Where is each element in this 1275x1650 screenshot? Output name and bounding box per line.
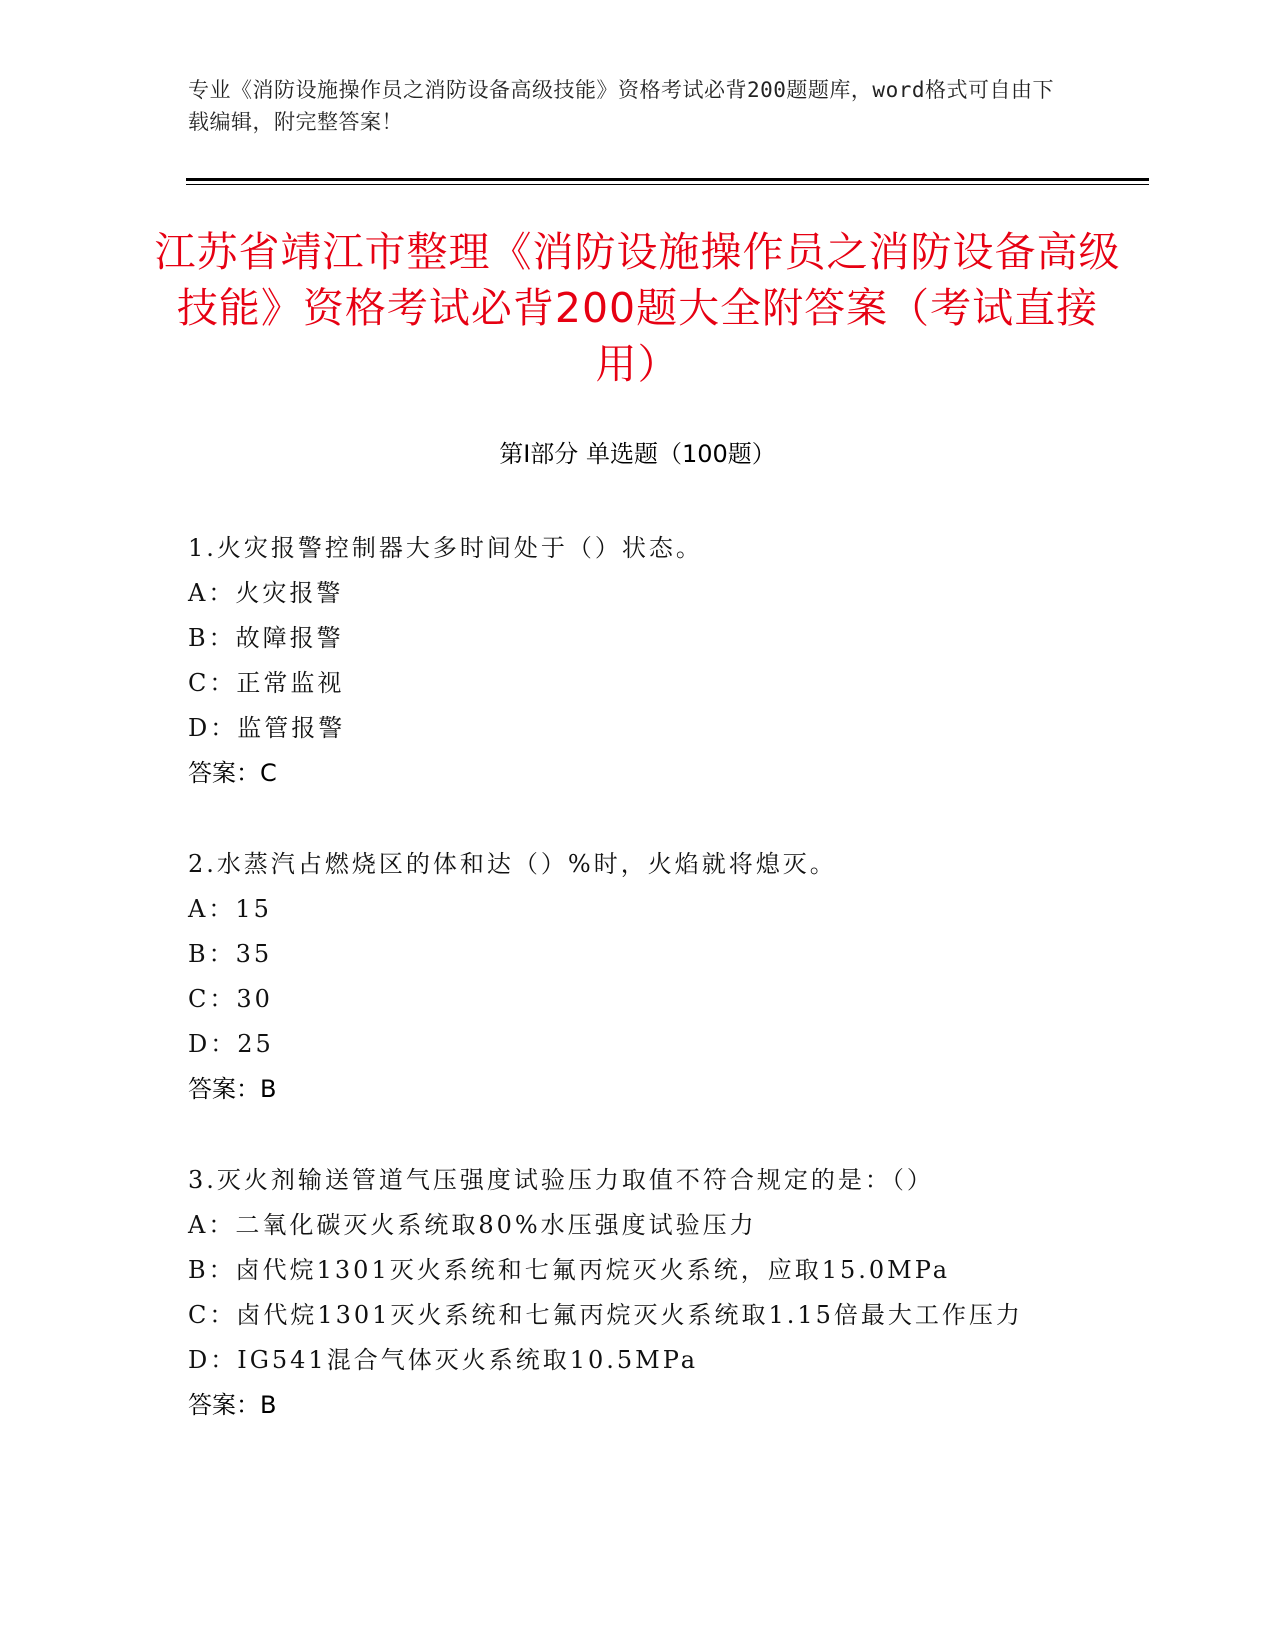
question-3 [188,1158,1188,1428]
question-stem: 1.火灾报警控制器大多时间处于（）状态。 [188,534,703,562]
answer: 答案：C [188,759,277,787]
option-d: D：25 [188,1030,274,1058]
option-b: B：35 [188,940,273,968]
section-heading: 第Ⅰ部分 单选题（100题） [499,440,776,468]
question-stem: 2.水蒸汽占燃烧区的体和达（）%时，火焰就将熄灭。 [188,850,837,878]
option-b: B：卤代烷1301灭火系统和七氟丙烷灭火系统，应取15.0MPa [188,1256,951,1284]
option-a: A：火灾报警 [188,579,344,607]
answer: 答案：B [188,1391,277,1419]
option-a: A：二氧化碳灭火系统取80%水压强度试验压力 [188,1211,757,1239]
option-d: D：监管报警 [188,714,346,742]
option-c: C：30 [188,985,273,1013]
question-list [188,526,1188,1474]
option-d: D：IG541混合气体灭火系统取10.5MPa [188,1346,699,1374]
option-c: C：卤代烷1301灭火系统和七氟丙烷灭火系统取1.15倍最大工作压力 [188,1301,1023,1329]
header-rule-thick [186,178,1149,181]
option-b: B：故障报警 [188,624,344,652]
question-1 [188,526,1188,796]
header-note: 专业《消防设施操作员之消防设备高级技能》资格考试必背200题题库，word格式可自由下载编辑，附完整答案！ [188,78,1054,134]
question-2 [188,842,1188,1112]
answer: 答案：B [188,1075,277,1103]
header-rule-thin [186,184,1149,185]
option-c: C：正常监视 [188,669,345,697]
document-title: 江苏省靖江市整理《消防设施操作员之消防设备高级技能》资格考试必背200题大全附答案（考试直接用） [154,228,1121,388]
option-a: A：15 [188,895,272,923]
question-stem: 3.灭火剂输送管道气压强度试验压力取值不符合规定的是：（） [188,1166,934,1194]
